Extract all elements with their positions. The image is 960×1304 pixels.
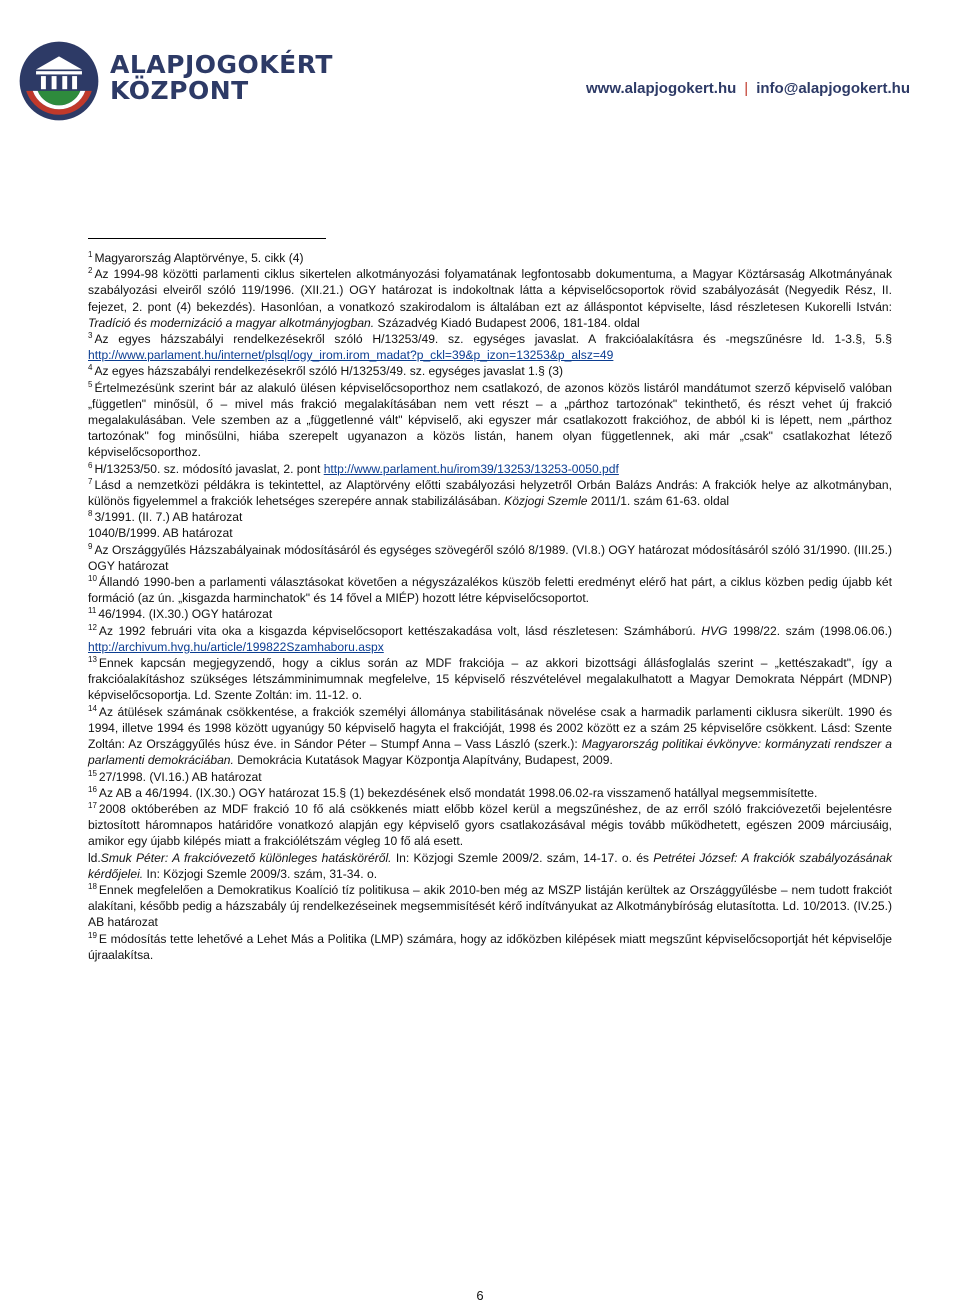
footnote-text: Magyarország Alaptörvénye, 5. cikk (4) bbox=[94, 251, 304, 265]
website-link[interactable]: www.alapjogokert.hu bbox=[586, 80, 737, 97]
footnote-number: 15 bbox=[88, 768, 97, 778]
footnote-number: 16 bbox=[88, 784, 97, 794]
footnote bbox=[88, 331, 892, 363]
footnote-text: Az Országgyűlés Házszabályainak módosításáról és egységes szövegéről szóló 8/1989. (VI.8.) OGY határozat módosításáról szóló 31/1990. (III.25.) OGY határozat bbox=[88, 542, 892, 573]
footnote-text: 1040/B/1999. AB határozat bbox=[88, 526, 233, 541]
letterhead bbox=[0, 0, 960, 130]
footnote-text: Értelmezésünk szerint bár az alakuló ülésen képviselőcsoporthoz nem csatlakozó, de azonos közös listáról mandátumot szerző képviselő valóban „független" minősül, ő – mivel más frakció megalakításában nem vett részt – a „párthoz tartozónak" tekinthető, és részt vehet új frakció megalakulásában. Vele szemben az a „függetlenné vált" képviselő, aki egyszer már csatlakozott frakcióhoz, de abból ki is lépett, nem „párthoz tartozónak" fog minősülni, hiába szerepelt ugyanazon a közös listán, hanem olyan függetlennek, aki már „csak" csatlakozhat létező képviselőcsoporthoz. bbox=[88, 380, 892, 460]
contact-info bbox=[586, 80, 910, 97]
footnote-number: 13 bbox=[88, 655, 97, 665]
footnote-italic-text: HVG bbox=[701, 623, 728, 638]
footnote-text: 46/1994. (IX.30.) OGY határozat bbox=[98, 607, 273, 622]
footnote bbox=[88, 509, 892, 541]
footnote-text: Az egyes házszabályi rendelkezésekről szóló H/13253/49. sz. egységes javaslat 1.§ (3) bbox=[94, 364, 564, 379]
footnote bbox=[88, 882, 892, 931]
footnote-text: 3/1991. (II. 7.) AB határozat bbox=[94, 510, 243, 525]
footnote-text: In: Közjogi Szemle 2009/2. szám, 14-17. o. és bbox=[391, 850, 654, 865]
footnote-text: Az átülések számának csökkentése, a frakciók személyi állománya stabilitásának növelése csak a harmadik parlamenti ciklusra sikerült. 1990 és 1994, illetve 1994 és 1998 között ugyanúgy 50 képviselő hagyta el frakcióját, 1998 és 2002 között ez a szám 25 képviselőre csökkent. Lásd: Szente Zoltán: Az Országgyűlés húsz éve. in Sándor Péter – Stumpf Anna – Vass László (szerk.): bbox=[88, 704, 892, 752]
footnote-number: 2 bbox=[88, 266, 93, 276]
footnote-text: ld. bbox=[88, 850, 101, 865]
footnote-text: Az 1994-98 közötti parlamenti ciklus sikertelen alkotmányozási folyamatának legfontosabb dokumentuma, a Magyar Köztársaság Alkotmányának szabályozási elveiről szóló 119/1996. (XII.21.) OGY határozat is indokoltnak látta a képviselőcsoportok rövid szabályozását (Negyedik Rész, II. fejezet, 2. pont (4) bekezdés). Hasonlóan, a vonatkozó szakirodalom is általában ezt az álláspontot képviselte, lásd részletesen Kukorelli István: bbox=[88, 267, 892, 314]
footnote-text: E módosítás tette lehetővé a Lehet Más a Politika (LMP) számára, hogy az időközben kilépések miatt megszűnt képviselőcsoportját hét képviselője újraalakítsa. bbox=[88, 931, 892, 962]
footnotes-section bbox=[88, 250, 892, 963]
footnote-italic-text: Smuk Péter: A frakcióvezető különleges hatásköréről. bbox=[100, 850, 392, 865]
brand-name-line1: ALAPJOGOKÉRT bbox=[110, 50, 333, 79]
footnote-italic-text: Közjogi Szemle bbox=[504, 494, 588, 509]
email-link[interactable]: info@alapjogokert.hu bbox=[756, 80, 910, 97]
footnote-text: Az 1992 februári vita oka a kisgazda képviselőcsoport kettészakadása volt, lásd részletesen: Számháború. bbox=[98, 623, 702, 638]
footnote bbox=[88, 655, 892, 704]
footnote-separator bbox=[88, 238, 326, 239]
footnote-text: Lásd a nemzetközi példákra is tekintettel, az Alaptörvény előtti szabályozási helyzetről Orbán Balázs András: A frakciók helye az alkotmányban, különös figyelemmel a frakciók lehetséges szerepére annak stabilizálásában. bbox=[88, 477, 892, 509]
footnote bbox=[88, 266, 892, 331]
footnote-link[interactable]: http://www.parlament.hu/irom39/13253/13253-0050.pdf bbox=[323, 461, 619, 476]
footnote bbox=[88, 931, 892, 963]
footnote bbox=[88, 380, 892, 461]
footnote bbox=[88, 477, 892, 509]
footnote-text: Demokrácia Kutatások Magyar Központja Alapítvány, Budapest, 2009. bbox=[233, 753, 613, 768]
footnote-text: Ennek kapcsán megjegyzendő, hogy a ciklus során az MDF frakciója – az akkori bizottsági állásfoglalás szerint – „kettészakadt", így a frakcióalakításhoz szükséges létszámminimumnak megfelelve, 15 képviselő részvételével megalakulhatott a Magyar Demokrata Néppárt (MDNP) képviselőcsoportja. Ld. Szente Zoltán: im. 11-12. o. bbox=[88, 656, 892, 703]
footnote bbox=[88, 542, 892, 574]
footnote-number: 4 bbox=[88, 363, 93, 373]
footnote bbox=[88, 785, 892, 801]
brand-name-line2: KÖZPONT bbox=[110, 76, 249, 105]
footnote-number: 9 bbox=[88, 541, 93, 551]
footnote-text: 1998/22. szám (1998.06.06.) bbox=[727, 623, 892, 638]
footnote-text: Állandó 1990-ben a parlamenti választásokat követően a négyszázalékos küszöb feletti eredményt elérő hat párt, a ciklus közben pedig újabb két formáció (az ún. „kisgazda harminchatok" és 14 fővel a MIÉP) hozott létre képviselőcsoportot. bbox=[88, 575, 892, 606]
footnote-number: 18 bbox=[88, 881, 97, 891]
footnote-text: 27/1998. (VI.16.) AB határozat bbox=[98, 769, 262, 784]
footnote-number: 8 bbox=[88, 509, 93, 519]
footnote-italic-text: Petrétei József: A frakciók szabályozásának kérdőjelei. bbox=[88, 850, 892, 881]
footnote bbox=[88, 250, 892, 266]
footnote-text: Az AB a 46/1994. (IX.30.) OGY határozat 15.§ (1) bekezdésének első mondatát 1998.06.02-ra visszamenő hatállyal megsemmisítette. bbox=[98, 785, 818, 800]
footnote-number: 3 bbox=[88, 331, 93, 341]
footnote-link[interactable]: http://archivum.hvg.hu/article/199822Szamhaboru.aspx bbox=[88, 639, 384, 654]
page-number: 6 bbox=[476, 1288, 484, 1303]
footnote-number: 17 bbox=[88, 800, 97, 810]
footnote bbox=[88, 769, 892, 785]
footnote-text: H/13253/50. sz. módosító javaslat, 2. pont bbox=[94, 461, 324, 476]
institute-logo-icon bbox=[18, 40, 100, 122]
footnote-number: 1 bbox=[88, 250, 93, 259]
footnote-italic-text: Magyarország politikai évkönyve: kormányzati rendszer a parlamenti demokráciában. bbox=[88, 737, 892, 768]
footnote-text: 2011/1. szám 61-63. oldal bbox=[587, 494, 730, 509]
footnote-text: 2008 októberében az MDF frakció 10 fő alá csökkenés miatt előbb közel kerül a megszűnéshez, de az erről szóló frakcióvezetői bejelentésre biztosított háromnapos határidőre vonatkozó alapján egy képviselő gyors csatlakozásával mégis tovább működhetett, egészen 2009 márciusáig, amikor egy újabb kilépés miatt a frakciólétszám végleg 10 fő alá esett. bbox=[88, 801, 892, 849]
footnote-italic-text: Tradíció és modernizáció a magyar alkotmányjogban. bbox=[88, 315, 375, 330]
footnote-number: 19 bbox=[88, 930, 97, 940]
footnote-number: 5 bbox=[88, 379, 93, 389]
footnote-number: 6 bbox=[88, 460, 93, 470]
footnote-number: 14 bbox=[88, 703, 97, 713]
footnote-text: Századvég Kiadó Budapest 2006, 181-184. oldal bbox=[374, 315, 640, 330]
footnote-link[interactable]: http://www.parlament.hu/internet/plsql/ogy_irom.irom_madat?p_ckl=39&p_izon=13253&p_alsz=49 bbox=[88, 348, 614, 363]
footnote-text: Ennek megfelelően a Demokratikus Koalíció tíz politikusa – akik 2010-ben még az MSZP listáján kerültek az Országgyűlésbe – nem tudott frakciót alakítani, később pedig a házszabály új rendelkezéseinek megsemmisítését kérő indítványukat az Alkotmánybíróság elutasította. Ld. 10/2013. (IV.25.) AB határozat bbox=[88, 882, 892, 930]
footnote bbox=[88, 623, 892, 655]
footnote-number: 11 bbox=[88, 606, 97, 616]
footnote bbox=[88, 363, 892, 379]
footnote-number: 7 bbox=[88, 476, 93, 486]
footnote bbox=[88, 606, 892, 622]
footnote bbox=[88, 574, 892, 606]
footnote-number: 10 bbox=[88, 574, 97, 584]
footnote-number: 12 bbox=[88, 622, 97, 632]
footnote bbox=[88, 461, 892, 477]
footnote bbox=[88, 704, 892, 769]
contact-separator: | bbox=[744, 80, 749, 97]
footnote bbox=[88, 801, 892, 882]
footnote-text: Az egyes házszabályi rendelkezésekről szóló H/13253/49. sz. egységes javaslat. A frakcióalakításra és -megszűnésre ld. 1-3.§, 5.§ bbox=[94, 332, 892, 347]
footnote-text: In: Közjogi Szemle 2009/3. szám, 31-34. o. bbox=[143, 866, 378, 881]
